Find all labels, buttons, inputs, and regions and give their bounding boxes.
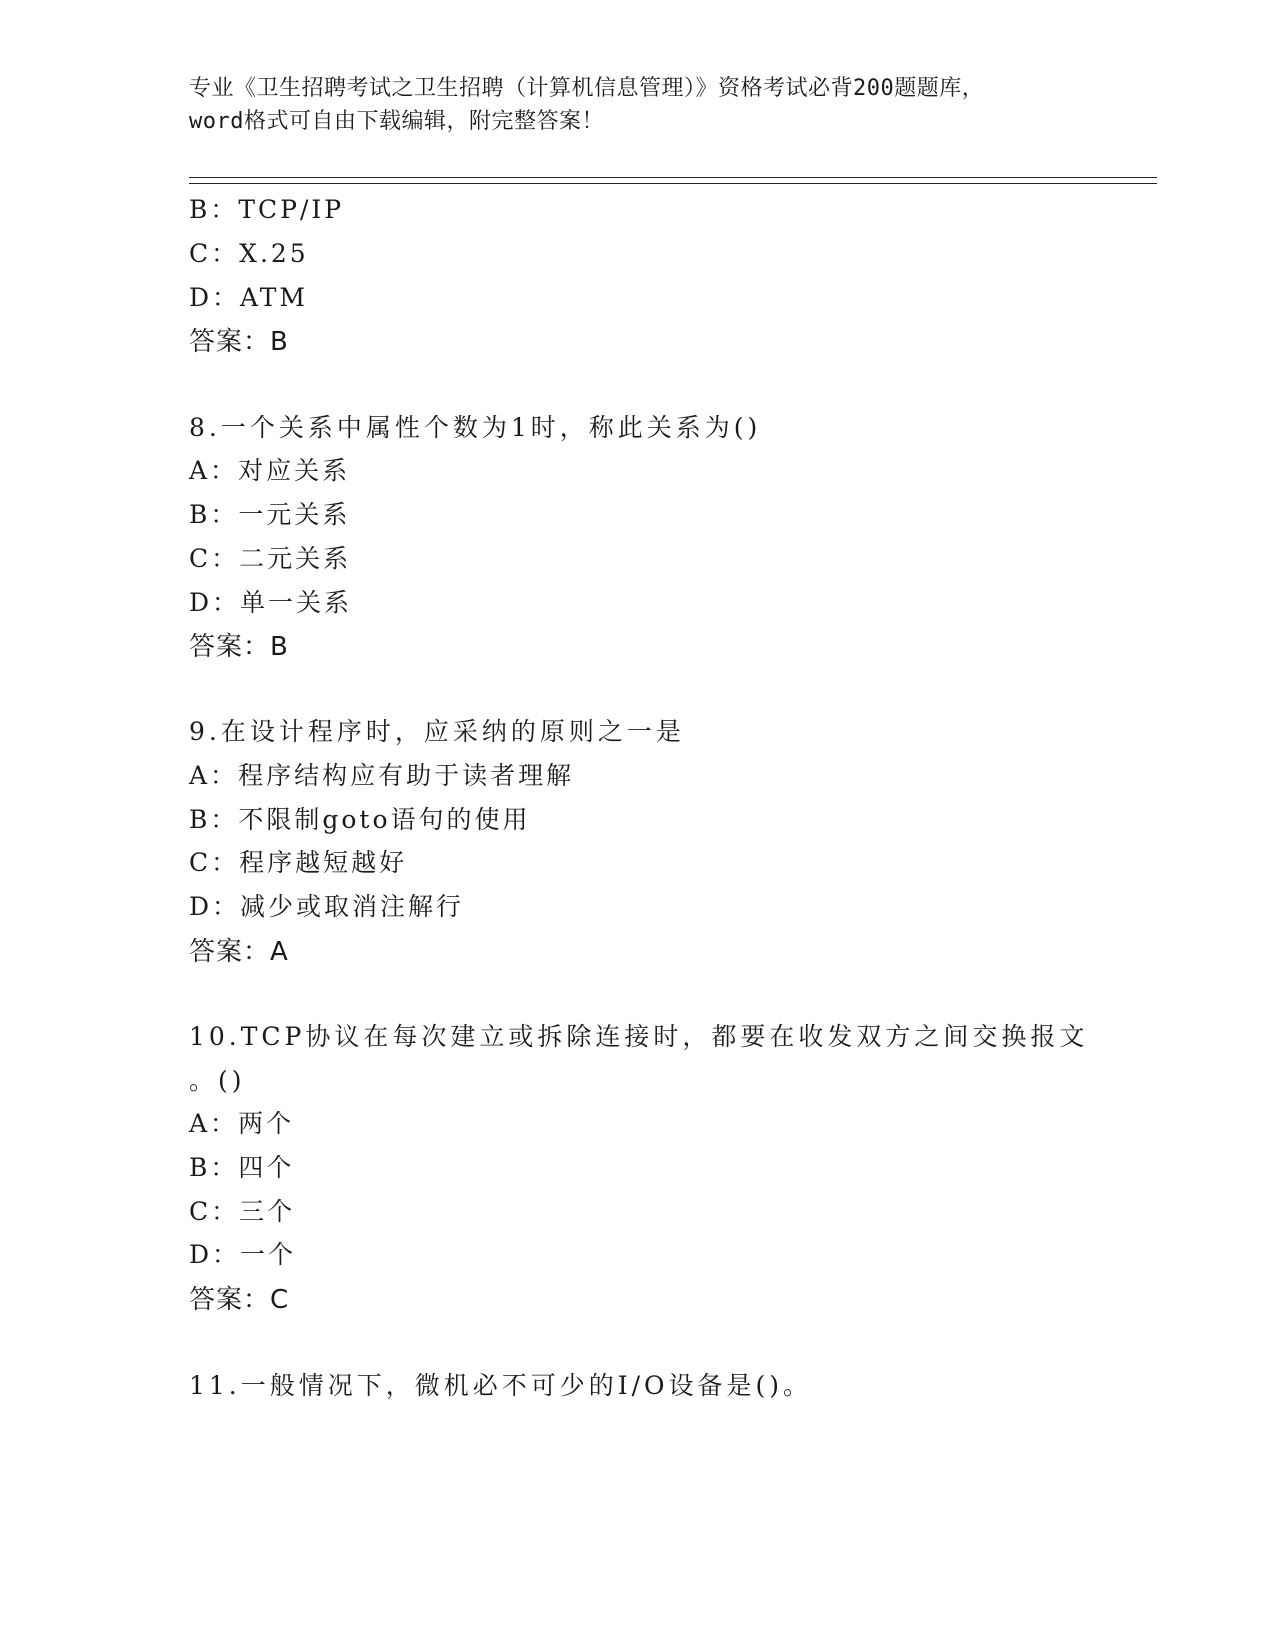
option-text: 减少或取消注解行 — [240, 892, 465, 921]
option-label: A： — [189, 761, 239, 790]
answer-line: 答案：A — [189, 937, 289, 967]
option-text: 程序越短越好 — [239, 848, 408, 877]
header-divider-top — [189, 177, 1157, 178]
option-text: 一个 — [240, 1240, 297, 1269]
option-label: A： — [189, 456, 239, 485]
option-c — [189, 843, 407, 879]
option-label: B： — [189, 500, 239, 529]
answer-line: 答案：B — [189, 327, 289, 357]
option-c — [189, 234, 309, 270]
option-label: B： — [189, 805, 239, 834]
question-stem: 10.TCP协议在每次建立或拆除连接时，都要在收发双方之间交换报文 — [189, 1022, 1089, 1051]
option-a — [189, 451, 350, 487]
option-b — [189, 1148, 294, 1184]
option-label: C： — [189, 1197, 240, 1226]
option-label: D： — [189, 588, 241, 617]
option-text: 对应关系 — [238, 456, 351, 485]
answer-line: 答案：B — [189, 632, 289, 662]
option-d — [189, 1235, 296, 1271]
option-text: ATM — [240, 283, 309, 312]
option-text: TCP/IP — [238, 195, 345, 224]
option-label: A： — [189, 1109, 239, 1138]
option-label: B： — [189, 195, 239, 224]
option-a — [189, 756, 574, 792]
header-title-line-2: word格式可自由下载编辑，附完整答案！ — [189, 109, 604, 134]
header-divider-bottom — [189, 183, 1157, 184]
option-b — [189, 800, 531, 836]
option-text: 两个 — [238, 1109, 295, 1138]
option-c — [189, 539, 351, 575]
option-b — [189, 190, 344, 226]
option-d — [189, 278, 308, 314]
option-a — [189, 1104, 294, 1140]
option-label: B： — [189, 1153, 239, 1182]
option-text: 不限制goto语句的使用 — [238, 805, 531, 834]
answer-line: 答案：C — [189, 1285, 290, 1315]
question-stem: 8.一个关系中属性个数为1时，称此关系为() — [189, 413, 762, 442]
question-stem: 9.在设计程序时，应采纳的原则之一是 — [189, 717, 685, 746]
option-text: 程序结构应有助于读者理解 — [238, 761, 575, 790]
option-label: D： — [189, 283, 241, 312]
option-d — [189, 887, 464, 923]
header-title-line-1: 专业《卫生招聘考试之卫生招聘（计算机信息管理）》资格考试必背200题题库， — [189, 76, 985, 101]
question-stem-continuation: 。() — [189, 1066, 246, 1095]
option-b — [189, 495, 350, 531]
option-label: C： — [189, 239, 240, 268]
option-text: 四个 — [238, 1153, 295, 1182]
option-text: 三个 — [239, 1197, 296, 1226]
option-text: 一元关系 — [238, 500, 351, 529]
option-text: 二元关系 — [239, 544, 352, 573]
document-header — [189, 72, 1089, 138]
option-text: 单一关系 — [240, 588, 353, 617]
question-stem: 11.一般情况下，微机必不可少的I/O设备是()。 — [189, 1371, 813, 1400]
option-label: D： — [189, 892, 241, 921]
option-label: C： — [189, 848, 240, 877]
option-text: X.25 — [239, 239, 309, 268]
option-d — [189, 583, 352, 619]
option-label: D： — [189, 1240, 241, 1269]
option-label: C： — [189, 544, 240, 573]
option-c — [189, 1192, 295, 1228]
